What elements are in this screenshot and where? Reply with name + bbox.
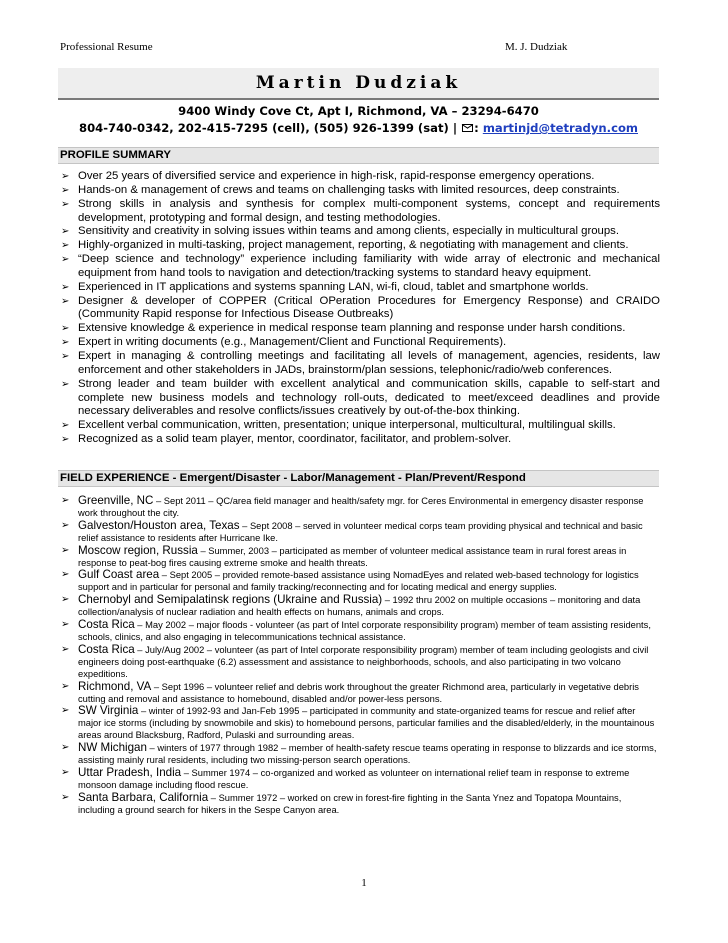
profile-item-text: Sensitivity and creativity in solving issues within teams and among clients, especially in multicultural groups. bbox=[78, 225, 619, 238]
profile-summary-list bbox=[60, 170, 660, 447]
profile-item bbox=[60, 281, 660, 295]
experience-description: – July/Aug 2002 – volunteer (as part of Intel corporate responsibility program) member of team including geologists and civil engineers doing post-earthquake (6.2) assessment and assistance to neighborhoods, schools, and also participating in two volcano expeditions. bbox=[78, 644, 649, 679]
experience-description: – Summer, 2003 – participated as member of volunteer medical assistance team in rural forest areas in response to peat-bog fires causing extreme smoke and health threats. bbox=[78, 545, 627, 568]
profile-item-text: Over 25 years of diversified service and experience in high-risk, rapid-response emergency operations. bbox=[78, 170, 595, 182]
profile-item bbox=[60, 350, 660, 378]
experience-item bbox=[60, 619, 660, 644]
experience-item bbox=[60, 767, 660, 792]
arrow-bullet-icon: ➢ bbox=[61, 544, 70, 556]
experience-location: Moscow region, Russia bbox=[78, 543, 198, 557]
email-separator: : bbox=[474, 121, 479, 135]
arrow-bullet-icon: ➢ bbox=[61, 619, 70, 631]
profile-item-text: Expert in managing & controlling meetings and facilitating all levels of management, agencies, residents, law enforcement and other stakeholders in JADs, brainstorm/plan sessions, telephonic/radio/web conferences. bbox=[78, 349, 660, 376]
header-right: M. J. Dudziak bbox=[505, 41, 568, 53]
envelope-icon bbox=[462, 124, 473, 132]
profile-summary-heading: PROFILE SUMMARY bbox=[58, 147, 659, 164]
experience-description: – Summer 1974 – co-organized and worked as volunteer on international relief team in response to extreme monsoon damage including flood rescue. bbox=[78, 767, 630, 790]
header-left: Professional Resume bbox=[60, 41, 153, 53]
experience-location: Greenville, NC bbox=[78, 494, 154, 507]
arrow-bullet-icon: ➢ bbox=[61, 569, 70, 581]
arrow-bullet-icon: ➢ bbox=[61, 378, 70, 390]
profile-item bbox=[60, 419, 660, 433]
experience-description: – May 2002 – major floods - volunteer (as part of Intel corporate responsibility program) member of team assisting residents, schools, clinics, and also engaging in telecommunications technical assistance. bbox=[78, 620, 651, 642]
experience-item bbox=[60, 742, 660, 767]
experience-location: Galveston/Houston area, Texas bbox=[78, 518, 240, 532]
arrow-bullet-icon: ➢ bbox=[61, 281, 70, 293]
experience-item bbox=[60, 644, 660, 681]
profile-item bbox=[60, 322, 660, 336]
contact-line bbox=[58, 121, 659, 135]
experience-item bbox=[60, 569, 660, 594]
arrow-bullet-icon: ➢ bbox=[61, 766, 70, 778]
field-experience-list bbox=[60, 495, 660, 817]
profile-item-text: Experienced in IT applications and systems spanning LAN, wi-fi, cloud, tablet and smartphone worlds. bbox=[78, 280, 589, 293]
experience-description: – Sept 1996 – volunteer relief and debris work throughout the greater Richmond area, particularly in vegetative debris cutting and removal and assistance to homebound, disabled and/or power-less persons. bbox=[78, 681, 639, 704]
experience-location: NW Michigan bbox=[78, 741, 147, 755]
arrow-bullet-icon: ➢ bbox=[61, 323, 70, 335]
phone-numbers: 804-740-0342, 202-415-7295 (cell), (505) 926-1399 (sat) | bbox=[79, 121, 458, 135]
experience-location: Costa Rica bbox=[78, 642, 135, 656]
experience-item bbox=[60, 705, 660, 742]
arrow-bullet-icon: ➢ bbox=[61, 791, 70, 803]
profile-item-text: Designer & developer of COPPER (Critical OPeration Procedures for Emergency Response) and CRAIDO (Community Rapid response for Infectious Disease Outbreaks) bbox=[78, 294, 660, 321]
profile-item-text: “Deep science and technology” experience including familiarity with wide array of electronic and mechanical equipment from hand tools to navigation and detection/tracking systems to standard heavy equipment. bbox=[78, 253, 660, 279]
arrow-bullet-icon: ➢ bbox=[61, 295, 70, 307]
experience-item bbox=[60, 594, 660, 619]
experience-location: Santa Barbara, California bbox=[78, 790, 209, 804]
arrow-bullet-icon: ➢ bbox=[61, 226, 70, 238]
arrow-bullet-icon: ➢ bbox=[61, 184, 70, 196]
profile-item-text: Extensive knowledge & experience in medical response team planning and response under harsh conditions. bbox=[78, 322, 626, 335]
experience-description: – Summer 1972 – worked on crew in forest-fire fighting in the Santa Ynez and Topatopa Mountains, including a ground search for hikers in the Sespe Canyon area. bbox=[78, 792, 622, 815]
email-link[interactable]: martinjd@tetradyn.com bbox=[482, 121, 638, 135]
profile-item bbox=[60, 198, 660, 226]
experience-location: Chernobyl and Semipalatinsk regions (Ukraine and Russia) bbox=[78, 593, 383, 607]
experience-location: Costa Rica bbox=[78, 618, 135, 632]
arrow-bullet-icon: ➢ bbox=[61, 495, 70, 506]
resume-name: Martin Dudziak bbox=[58, 68, 659, 100]
experience-location: Uttar Pradesh, India bbox=[78, 765, 182, 779]
profile-item bbox=[60, 239, 660, 253]
profile-item-text: Expert in writing documents (e.g., Management/Client and Functional Requirements). bbox=[78, 336, 507, 349]
arrow-bullet-icon: ➢ bbox=[61, 420, 70, 432]
arrow-bullet-icon: ➢ bbox=[61, 434, 70, 446]
profile-item bbox=[60, 378, 660, 420]
profile-item bbox=[60, 253, 660, 281]
experience-item bbox=[60, 495, 660, 520]
profile-item-text: Strong leader and team builder with excellent analytical and communication skills, capable to self-start and complete new business models and technology roll-outs, dedicated to meet/exceed deadlines and provide necessary deliverables and resolve conflicts/issues creatively by out-of-the-box thinking. bbox=[78, 377, 660, 418]
experience-item bbox=[60, 545, 660, 570]
experience-item bbox=[60, 792, 660, 817]
experience-item bbox=[60, 520, 660, 545]
experience-description: – Sept 2005 – provided remote-based assistance using NomadEyes and related web-based technology for logistics support and in particular for personal and family tracking/reconnecting and for locating medical and energy supplies. bbox=[78, 570, 639, 593]
experience-description: – winter of 1992-93 and Jan-Feb 1995 – participated in community and state-organized teams for rescue and relief after major ice storms (including by snowmobile and skis) to homebound persons, particular families and the disabled/elderly, in the mountainous areas around Blacksburg, Radford, Pulaski and surrounding areas. bbox=[78, 706, 655, 741]
profile-item bbox=[60, 336, 660, 350]
profile-item bbox=[60, 225, 660, 239]
experience-description: – 1992 thru 2002 on multiple occasions – monitoring and data collection/analysis of nuclear radiation and health effects on humans, animals and crops. bbox=[78, 595, 641, 618]
arrow-bullet-icon: ➢ bbox=[61, 742, 70, 754]
arrow-bullet-icon: ➢ bbox=[61, 254, 70, 266]
profile-item-text: Hands-on & management of crews and teams on challenging tasks with limited resources, deep constraints. bbox=[78, 183, 620, 196]
experience-location: Gulf Coast area bbox=[78, 568, 160, 582]
experience-location: Richmond, VA bbox=[78, 679, 152, 693]
arrow-bullet-icon: ➢ bbox=[61, 198, 70, 210]
address-line: 9400 Windy Cove Ct, Apt I, Richmond, VA – 23294-6470 bbox=[178, 104, 539, 118]
arrow-bullet-icon: ➢ bbox=[61, 680, 70, 692]
arrow-bullet-icon: ➢ bbox=[61, 643, 70, 655]
arrow-bullet-icon: ➢ bbox=[61, 594, 70, 606]
experience-description: – Sept 2008 – served in volunteer medical corps team providing physical and technical and basic relief assistance to residents after Hurricane Ike. bbox=[78, 520, 643, 543]
profile-item bbox=[60, 295, 660, 323]
arrow-bullet-icon: ➢ bbox=[61, 240, 70, 252]
experience-item bbox=[60, 681, 660, 706]
profile-item-text: Recognized as a solid team player, mentor, coordinator, facilitator, and problem-solver. bbox=[78, 433, 512, 446]
profile-item-text: Highly-organized in multi-tasking, project management, reporting, & negotiating with management and clients. bbox=[78, 239, 629, 252]
arrow-bullet-icon: ➢ bbox=[61, 519, 70, 531]
arrow-bullet-icon: ➢ bbox=[61, 171, 70, 182]
experience-location: SW Virginia bbox=[78, 704, 139, 718]
experience-description: – Sept 2011 – QC/area field manager and health/safety mgr. for Ceres Environmental in emergency disaster response work throughout the city. bbox=[78, 496, 644, 518]
profile-item bbox=[60, 433, 660, 447]
experience-description: – winters of 1977 through 1982 – member of health-safety rescue teams operating in response to blizzards and ice storms, assisting mainly rural residents, including two missing-person search operations. bbox=[78, 743, 657, 766]
profile-item-text: Strong skills in analysis and synthesis for complex multi-component systems, concept and requirements development, prototyping and formal design, and testing methodologies. bbox=[78, 197, 660, 224]
arrow-bullet-icon: ➢ bbox=[61, 705, 70, 717]
arrow-bullet-icon: ➢ bbox=[61, 337, 70, 349]
profile-item bbox=[60, 184, 660, 198]
arrow-bullet-icon: ➢ bbox=[61, 350, 70, 362]
page-number: 1 bbox=[361, 877, 367, 889]
profile-item bbox=[60, 170, 660, 184]
profile-item-text: Excellent verbal communication, written, presentation; unique interpersonal, multicultural, multilingual skills. bbox=[78, 419, 616, 432]
field-experience-heading: FIELD EXPERIENCE - Emergent/Disaster - Labor/Management - Plan/Prevent/Respond bbox=[58, 470, 659, 487]
